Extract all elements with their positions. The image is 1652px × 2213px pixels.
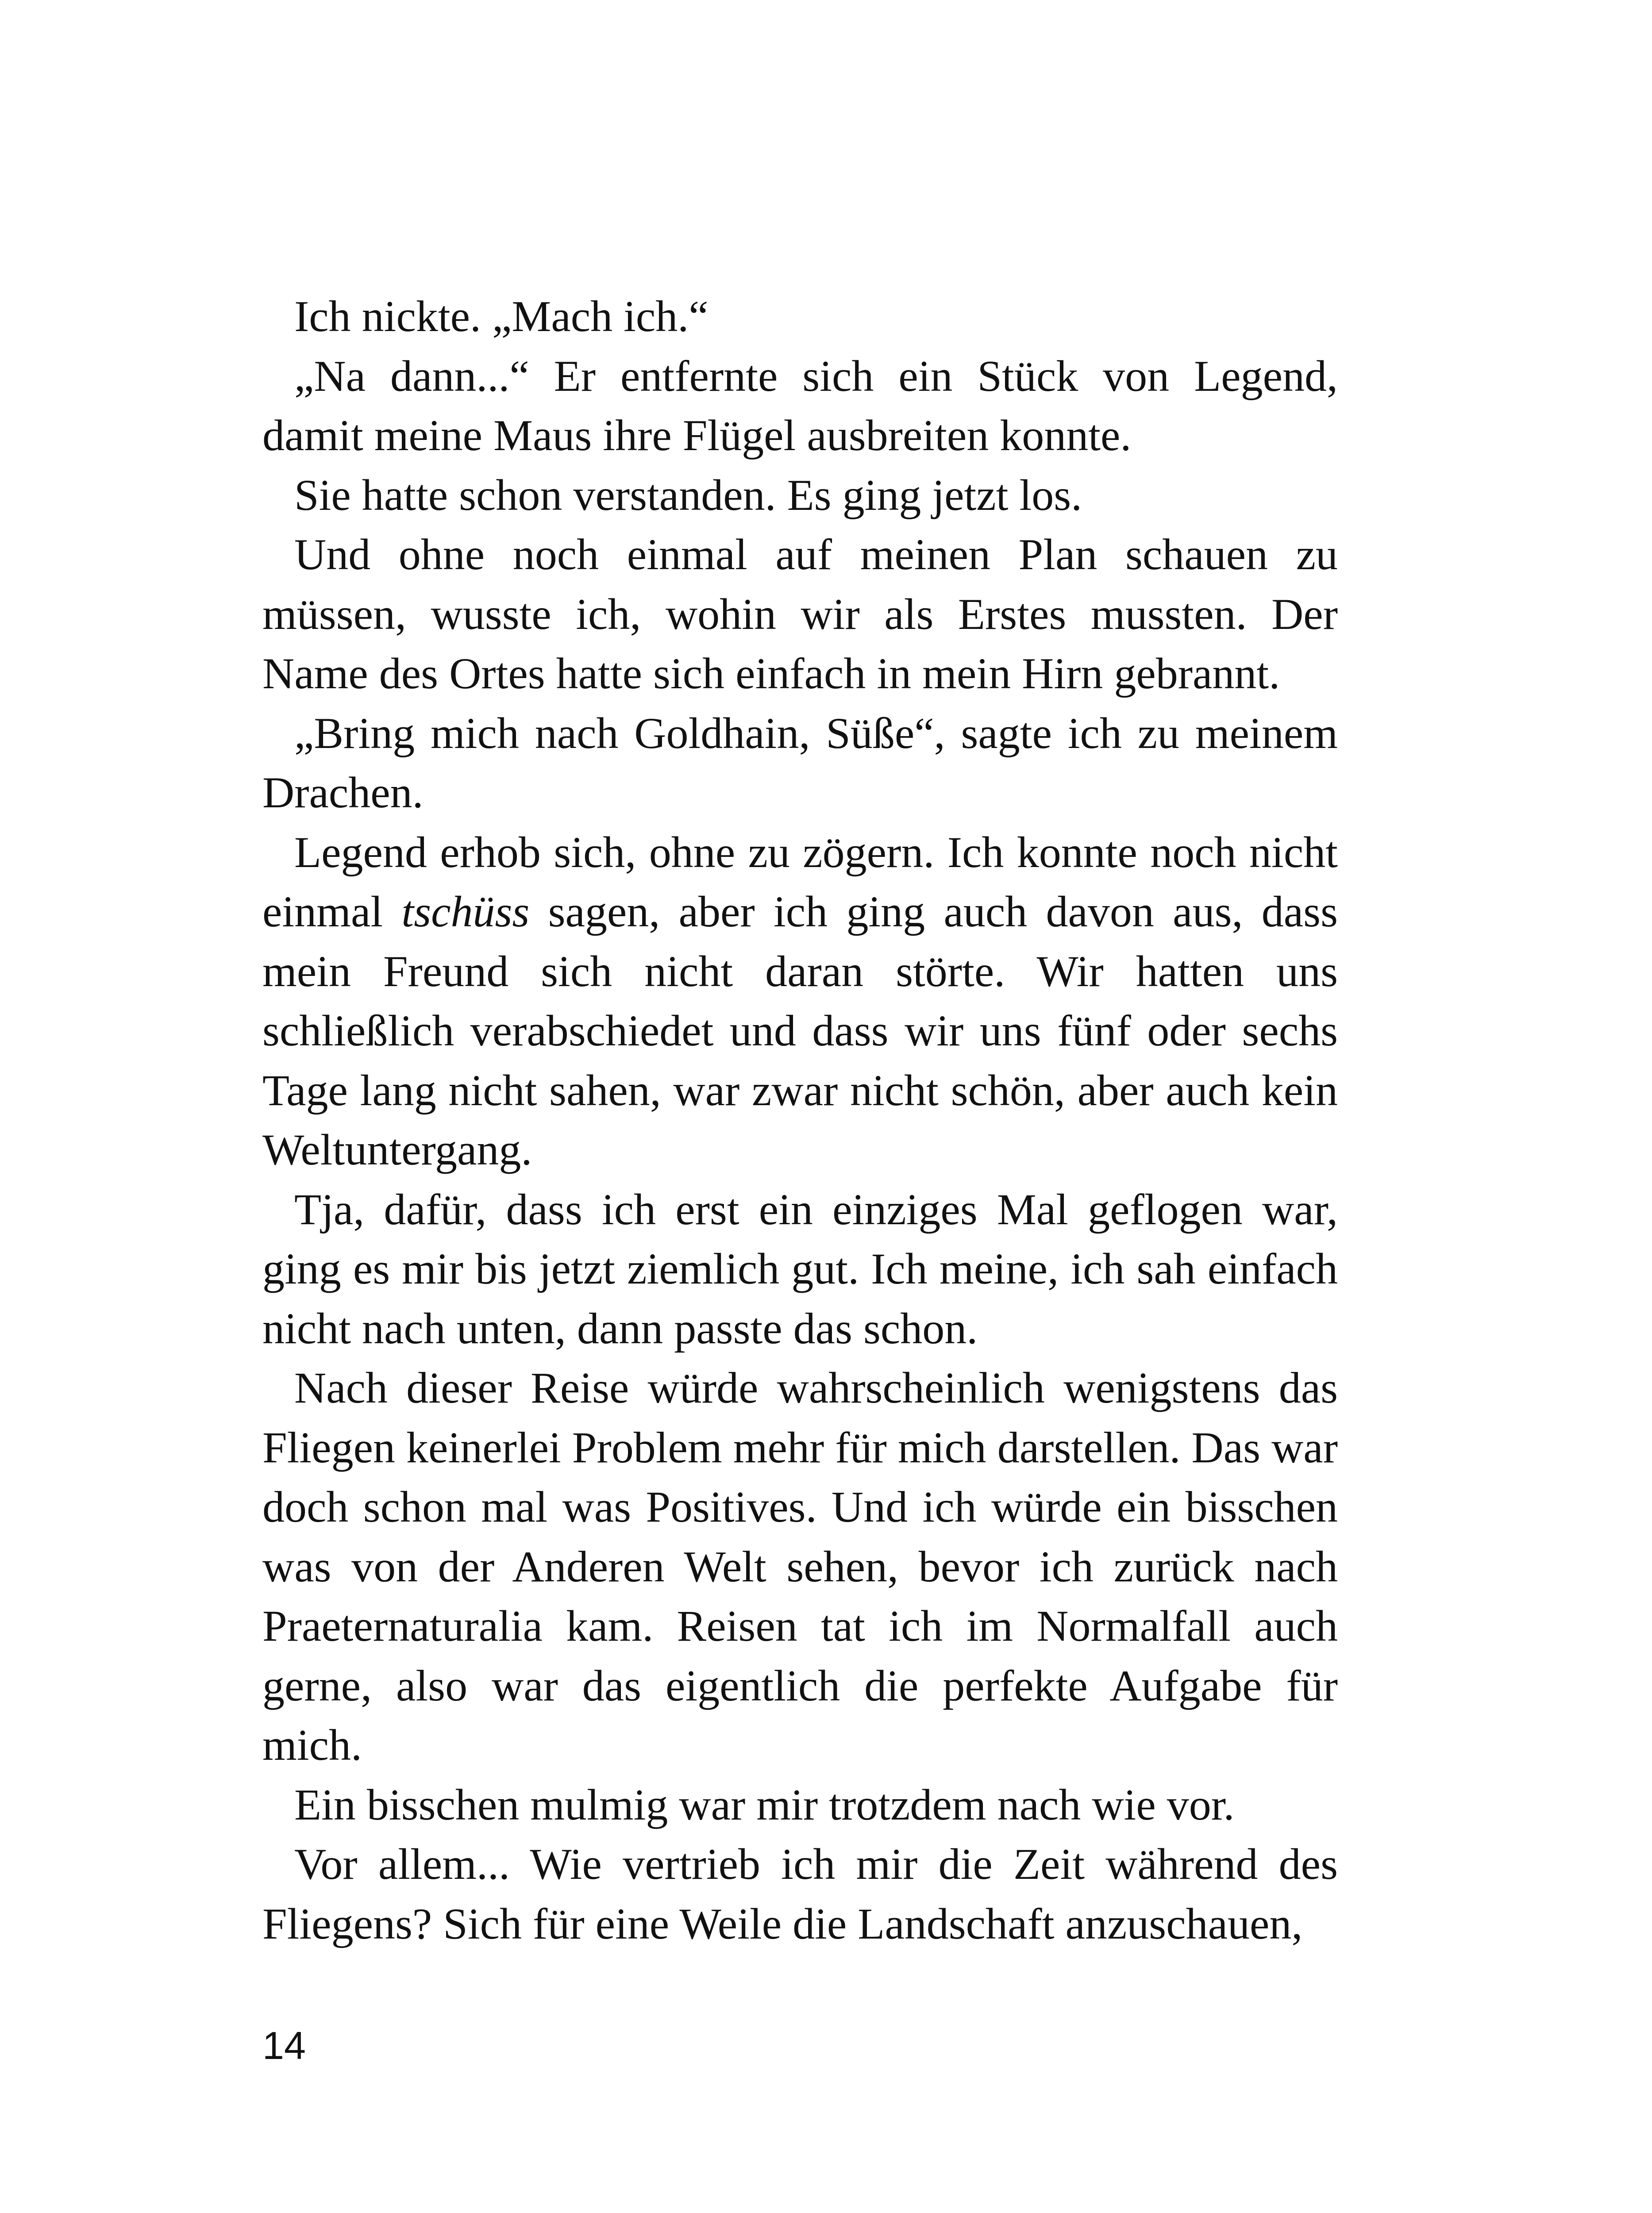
paragraph: Und ohne noch einmal auf meinen Plan schauen zu müssen, wusste ich, wohin wir als Erstes mussten. Der Name des Ortes hatte sich einfach in mein Hirn gebrannt. xyxy=(262,530,1338,698)
paragraph: „Na dann...“ Er entfernte sich ein Stück von Legend, damit meine Maus ihre Flügel ausbreiten konnte. xyxy=(262,351,1338,460)
paragraph: Ich nickte. „Mach ich.“ xyxy=(294,292,709,341)
body-text xyxy=(262,287,1338,1954)
emphasized-word: tschüss xyxy=(401,887,530,936)
paragraph: Sie hatte schon verstanden. Es ging jetzt los. xyxy=(294,470,1082,520)
paragraph: Tja, dafür, dass ich erst ein einziges Mal geflogen war, ging es mir bis jetzt ziemlich gut. Ich meine, ich sah einfach nicht nach unten, dann passte das schon. xyxy=(262,1184,1338,1353)
paragraph-text: Legend erhob sich, ohne zu zögern. Ich konnte noch nicht einmal xyxy=(262,827,1338,936)
paragraph: Ein bisschen mulmig war mir trotzdem nach wie vor. xyxy=(294,1780,1235,1829)
paragraph: „Bring mich nach Goldhain, Süße“, sagte ich zu meinem Drachen. xyxy=(262,708,1338,817)
paragraph: Vor allem... Wie vertrieb ich mir die Zeit während des Fliegens? Sich für eine Weile die Landschaft anzuschauen, xyxy=(262,1839,1338,1948)
paragraph-text: sagen, aber ich ging auch davon aus, dass mein Freund sich nicht daran störte. Wir hatten uns schließlich verabschiedet und dass wir uns fünf oder sechs Tage lang nicht sahen, war zwar nicht schön, aber auch kein Weltuntergang. xyxy=(262,887,1338,1174)
page-number: 14 xyxy=(262,2024,306,2067)
paragraph xyxy=(262,823,1338,1180)
paragraph: Nach dieser Reise würde wahrscheinlich wenigstens das Fliegen keinerlei Problem mehr für mich darstellen. Das war doch schon mal was Positives. Und ich würde ein bisschen was von der Anderen Welt sehen, bevor ich zurück nach Praeternaturalia kam. Reisen tat ich im Normalfall auch gerne, also war das eigentlich die perfekte Aufgabe für mich. xyxy=(262,1363,1338,1770)
